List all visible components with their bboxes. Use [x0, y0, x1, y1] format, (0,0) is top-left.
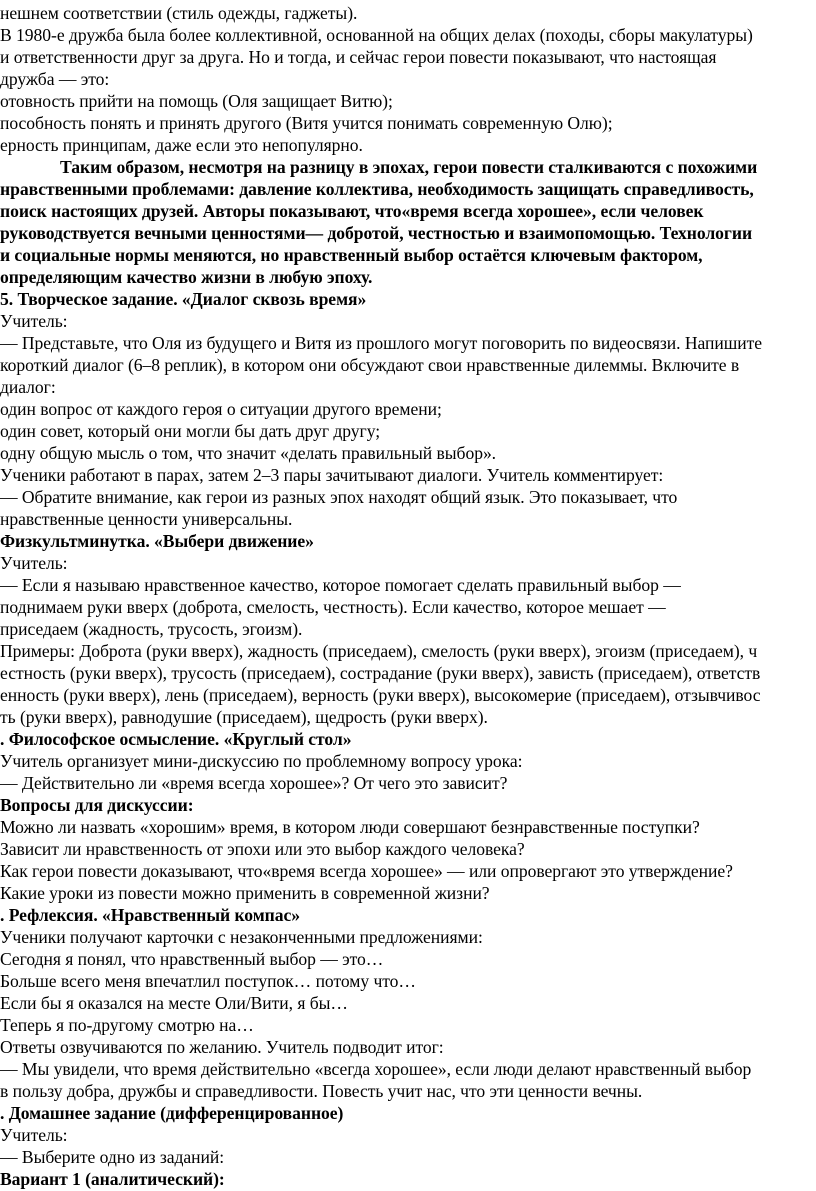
- text-line: Ответы озвучиваются по желанию. Учитель подводит итог:: [0, 1037, 444, 1057]
- text-line: Учитель:: [0, 311, 68, 331]
- heading-line: . Философское осмысление. «Круглый стол»: [0, 729, 352, 749]
- heading-line: Таким образом, несмотря на разницу в эпохах, герои повести сталкиваются с похожими: [60, 157, 758, 177]
- text-line: енность (руки вверх), лень (приседаем), верность (руки вверх), высокомерие (приседаем), отзывчивос: [0, 685, 761, 705]
- text-line: Учитель:: [0, 553, 68, 573]
- text-line: короткий диалог (6–8 реплик), в котором они обсуждают свои нравственные дилеммы. Включите в: [0, 355, 740, 375]
- text-line: и ответственности друг за друга. Но и тогда, и сейчас герои повести показывают, что настоящая: [0, 47, 717, 67]
- text-line: Учитель организует мини-дискуссию по проблемному вопросу урока:: [0, 751, 523, 771]
- text-line: — Действительно ли «время всегда хорошее»? От чего это зависит?: [0, 773, 508, 793]
- text-line: — Если я называю нравственное качество, которое помогает сделать правильный выбор —: [0, 575, 681, 595]
- heading-line: поиск настоящих друзей. Авторы показывают, что«время всегда хорошее», если человек: [0, 201, 704, 221]
- text-line: В 1980-е дружба была более коллективной, основанной на общих делах (походы, сборы макулатуры): [0, 25, 753, 45]
- heading-line: 5. Творческое задание. «Диалог сквозь время»: [0, 289, 367, 309]
- text-line: — Мы увидели, что время действительно «всегда хорошее», если люди делают нравственный выбор: [0, 1059, 752, 1079]
- text-line: Как герои повести доказывают, что«время всегда хорошее» — или опровергают это утверждение?: [0, 861, 733, 881]
- text-line: ть (руки вверх), равнодушие (приседаем), щедрость (руки вверх).: [0, 707, 488, 727]
- text-line: поднимаем руки вверх (доброта, смелость, честность). Если качество, которое мешает —: [0, 597, 666, 617]
- heading-line: Вариант 1 (аналитический):: [0, 1169, 225, 1189]
- heading-line: определяющим качество жизни в любую эпоху.: [0, 267, 373, 287]
- text-line: — Представьте, что Оля из будущего и Витя из прошлого могут поговорить по видеосвязи. Напишите: [0, 333, 763, 353]
- heading-line: . Домашнее задание (дифференцированное): [0, 1103, 344, 1123]
- heading-line: . Рефлексия. «Нравственный компас»: [0, 905, 300, 925]
- text-line: Учитель:: [0, 1125, 68, 1145]
- text-line: отовность прийти на помощь (Оля защищает Витю);: [0, 91, 393, 111]
- text-line: приседаем (жадность, трусость, эгоизм).: [0, 619, 303, 639]
- text-line: естность (руки вверх), трусость (приседаем), сострадание (руки вверх), зависть (приседаем), ответств: [0, 663, 761, 683]
- text-line: ерность принципам, даже если это непопулярно.: [0, 135, 363, 155]
- text-line: Больше всего меня впечатлил поступок… потому что…: [0, 971, 416, 991]
- text-line: Теперь я по-другому смотрю на…: [0, 1015, 254, 1035]
- heading-line: руководствуется вечными ценностями— добротой, честностью и взаимопомощью. Технологии: [0, 223, 753, 243]
- heading-line: нравственными проблемами: давление коллектива, необходимость защищать справедливость,: [0, 179, 754, 199]
- text-line: один вопрос от каждого героя о ситуации другого времени;: [0, 399, 442, 419]
- text-line: диалог:: [0, 377, 56, 397]
- text-line: нравственные ценности универсальны.: [0, 509, 293, 529]
- text-line: Можно ли назвать «хорошим» время, в котором люди совершают безнравственные поступки?: [0, 817, 700, 837]
- text-line: Зависит ли нравственность от эпохи или это выбор каждого человека?: [0, 839, 525, 859]
- text-line: пособность понять и принять другого (Витя учится понимать современную Олю);: [0, 113, 613, 133]
- text-line: Ученики работают в парах, затем 2–3 пары зачитывают диалоги. Учитель комментирует:: [0, 465, 664, 485]
- text-line: в пользу добра, дружбы и справедливости. Повесть учит нас, что эти ценности вечны.: [0, 1081, 643, 1101]
- heading-line: Вопросы для дискуссии:: [0, 795, 194, 815]
- heading-line: Физкультминутка. «Выбери движение»: [0, 531, 314, 551]
- text-line: Какие уроки из повести можно применить в современной жизни?: [0, 883, 490, 903]
- text-line: — Обратите внимание, как герои из разных эпох находят общий язык. Это показывает, что: [0, 487, 678, 507]
- text-line: — Выберите одно из заданий:: [0, 1147, 225, 1167]
- text-line: дружба — это:: [0, 69, 110, 89]
- text-line: Примеры: Доброта (руки вверх), жадность (приседаем), смелость (руки вверх), эгоизм (приседаем), ч: [0, 641, 758, 661]
- text-line: Ученики получают карточки с незаконченными предложениями:: [0, 927, 483, 947]
- heading-line: и социальные нормы меняются, но нравственный выбор остаётся ключевым фактором,: [0, 245, 703, 265]
- text-line: нешнем соответствии (стиль одежды, гаджеты).: [0, 3, 358, 23]
- text-line: Сегодня я понял, что нравственный выбор — это…: [0, 949, 384, 969]
- text-line: один совет, который они могли бы дать друг другу;: [0, 421, 381, 441]
- text-line: одну общую мысль о том, что значит «делать правильный выбор».: [0, 443, 497, 463]
- text-line: Если бы я оказался на месте Оли/Вити, я бы…: [0, 993, 348, 1013]
